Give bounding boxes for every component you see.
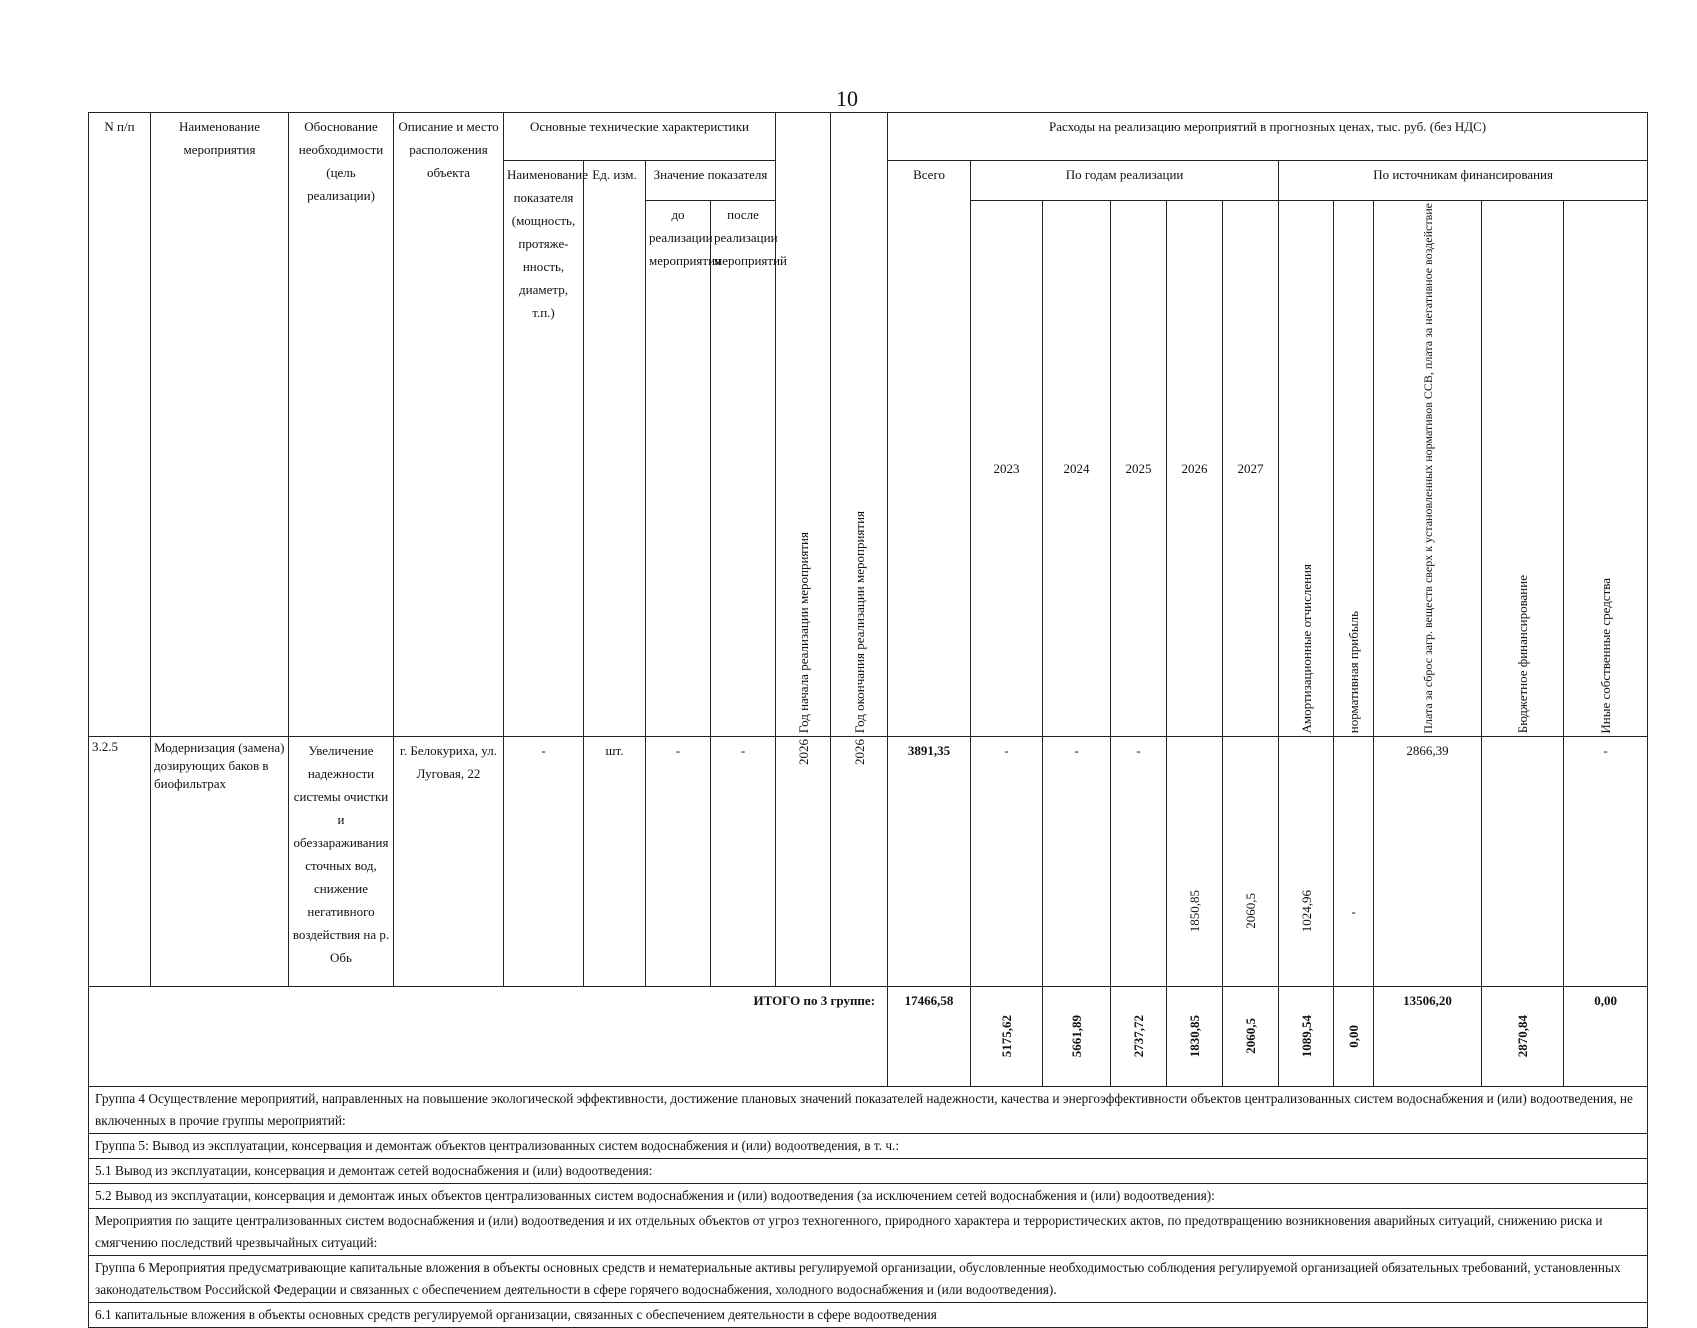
header-year-2026: 2026 bbox=[1167, 201, 1223, 737]
header-name: Наименование мероприятия bbox=[151, 113, 289, 737]
header-year-2025: 2025 bbox=[1111, 201, 1167, 737]
row-start-year: 2026 bbox=[776, 736, 831, 986]
header-by-years: По годам реализации bbox=[971, 161, 1279, 201]
header-source-other: Иные собственные средства bbox=[1564, 201, 1648, 737]
header-expenses: Расходы на реализацию мероприятий в прогнозных ценах, тыс. руб. (без НДС) bbox=[888, 113, 1648, 161]
itogo-row bbox=[89, 986, 1648, 1086]
header-source-amort: Амортизационные отчисления bbox=[1279, 201, 1334, 737]
row-2023: - bbox=[971, 736, 1043, 986]
header-source-profit: нормативная прибыль bbox=[1334, 201, 1374, 737]
row-end-year: 2026 bbox=[831, 736, 888, 986]
itogo-budget: 2870,84 bbox=[1482, 986, 1564, 1086]
note-row bbox=[89, 1086, 1648, 1133]
row-2024: - bbox=[1043, 736, 1111, 986]
note-row bbox=[89, 1158, 1648, 1183]
header-source-budget: Бюджетное финансирование bbox=[1482, 201, 1564, 737]
row-justification: Увеличение надежности системы очистки и обеззараживания сточных вод, снижение негативного воздействия на р. Обь bbox=[289, 736, 394, 986]
note-protection: Мероприятия по защите централизованных систем водоснабжения и (или) водоотведения и их отдельных объектов от угроз техногенного, природного характера и террористических актов, по предотвращению возникновения аварийных ситуаций, снижению риска и смягчению последствий чрезвычайных ситуаций: bbox=[89, 1208, 1648, 1255]
itogo-2025: 2737,72 bbox=[1111, 986, 1167, 1086]
row-num: 3.2.5 bbox=[89, 736, 151, 986]
itogo-fee: 13506,20 bbox=[1374, 986, 1482, 1086]
note-row bbox=[89, 1183, 1648, 1208]
row-2025: - bbox=[1111, 736, 1167, 986]
investment-table bbox=[88, 112, 1648, 1328]
itogo-total: 17466,58 bbox=[888, 986, 971, 1086]
note-row bbox=[89, 1302, 1648, 1327]
header-end-year: Год окончания реализации мероприятия bbox=[831, 113, 888, 737]
note-5-2: 5.2 Вывод из эксплуатации, консервация и демонтаж иных объектов централизованных систем водоснабжения и (или) водоотведения (за исключением сетей водоснабжения и (или) водоотведения): bbox=[89, 1183, 1648, 1208]
row-indicator-name: - bbox=[504, 736, 584, 986]
note-group-4: Группа 4 Осуществление мероприятий, направленных на повышение экологической эффективности, достижение плановых значений показателей надежности, качества и энергоэффективности объектов централизованных систем водоснабжения и (или) водоотведения, не включенных в прочие группы мероприятий: bbox=[89, 1086, 1648, 1133]
itogo-2023: 5175,62 bbox=[971, 986, 1043, 1086]
itogo-2026: 1830,85 bbox=[1167, 986, 1223, 1086]
itogo-2027: 2060,5 bbox=[1223, 986, 1279, 1086]
header-year-2023: 2023 bbox=[971, 201, 1043, 737]
header-year-2027: 2027 bbox=[1223, 201, 1279, 737]
row-total: 3891,35 bbox=[888, 736, 971, 986]
header-after: после реализации мероприятий bbox=[711, 201, 776, 737]
header-start-year: Год начала реализации мероприятия bbox=[776, 113, 831, 737]
itogo-2024: 5661,89 bbox=[1043, 986, 1111, 1086]
header-indicator-value: Значение показателя bbox=[646, 161, 776, 201]
row-after: - bbox=[711, 736, 776, 986]
table-row bbox=[89, 736, 1648, 986]
row-description: г. Белокуриха, ул. Луговая, 22 bbox=[394, 736, 504, 986]
note-5-1: 5.1 Вывод из эксплуатации, консервация и демонтаж сетей водоснабжения и (или) водоотведения: bbox=[89, 1158, 1648, 1183]
itogo-other: 0,00 bbox=[1564, 986, 1648, 1086]
row-fee: 2866,39 bbox=[1374, 736, 1482, 986]
row-other: - bbox=[1564, 736, 1648, 986]
header-year-2024: 2024 bbox=[1043, 201, 1111, 737]
note-group-5: Группа 5: Вывод из эксплуатации, консервация и демонтаж объектов централизованных систем водоснабжения и (или) водоотведения, в т. ч.: bbox=[89, 1133, 1648, 1158]
itogo-amort: 1089,54 bbox=[1279, 986, 1334, 1086]
page-number: 10 bbox=[836, 86, 858, 111]
header-source-fee: Плата за сброс загр. веществ сверх к установленных нормативов ССВ, плата за негативное воздействие bbox=[1374, 201, 1482, 737]
note-row bbox=[89, 1133, 1648, 1158]
itogo-label: ИТОГО по 3 группе: bbox=[89, 986, 888, 1086]
note-row bbox=[89, 1208, 1648, 1255]
header-unit: Ед. изм. bbox=[584, 161, 646, 737]
row-unit: шт. bbox=[584, 736, 646, 986]
row-profit: - bbox=[1334, 736, 1374, 986]
header-before: до реализации мероприятия bbox=[646, 201, 711, 737]
row-budget bbox=[1482, 736, 1564, 986]
header-tech-chars: Основные технические характеристики bbox=[504, 113, 776, 161]
row-name: Модернизация (замена) дозирующих баков в биофильтрах bbox=[151, 736, 289, 986]
itogo-profit: 0,00 bbox=[1334, 986, 1374, 1086]
header-total: Всего bbox=[888, 161, 971, 737]
note-row bbox=[89, 1255, 1648, 1302]
row-2027: 2060,5 bbox=[1223, 736, 1279, 986]
header-justification: Обоснование необходимости (цель реализации) bbox=[289, 113, 394, 737]
header-by-sources: По источникам финансирования bbox=[1279, 161, 1648, 201]
row-amort: 1024,96 bbox=[1279, 736, 1334, 986]
header-description: Описание и место расположения объекта bbox=[394, 113, 504, 737]
header-num: N п/п bbox=[89, 113, 151, 737]
header-indicator-name: Наименование показателя (мощность, протяже-нность, диаметр, т.п.) bbox=[504, 161, 584, 737]
note-group-6: Группа 6 Мероприятия предусматривающие капитальные вложения в объекты основных средств и нематериальные активы регулируемой организации, обусловленные необходимостью соблюдения регулируемой организацией обязательных требований, установленных законодательством Российской Федерации и связанных с обеспечением деятельности в сфере горячего водоснабжения, холодного водоснабжения и (или водоотведения). bbox=[89, 1255, 1648, 1302]
row-2026: 1850,85 bbox=[1167, 736, 1223, 986]
note-6-1: 6.1 капитальные вложения в объекты основных средств регулируемой организации, связанных с обеспечением деятельности в сфере водоотведения bbox=[89, 1302, 1648, 1327]
row-before: - bbox=[646, 736, 711, 986]
